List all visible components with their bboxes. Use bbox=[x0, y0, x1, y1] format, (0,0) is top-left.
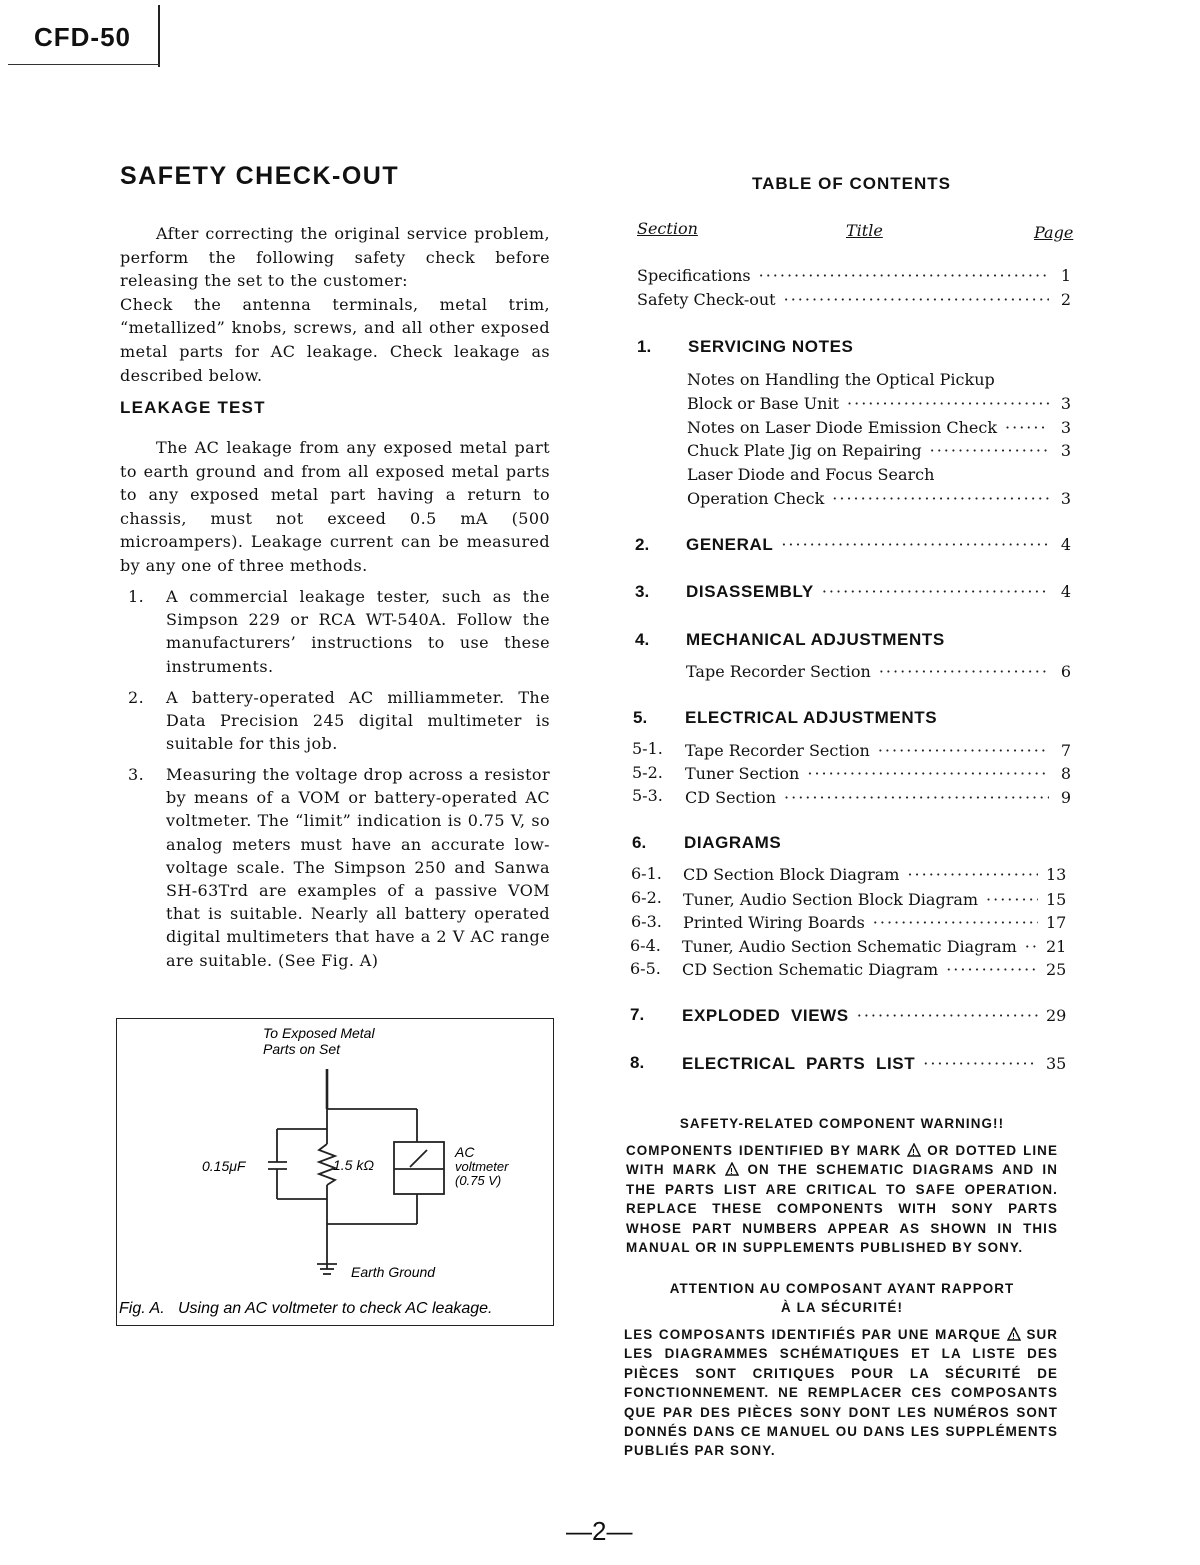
toc-entry bbox=[685, 764, 1071, 783]
toc-entry-label: Operation Check bbox=[687, 489, 825, 508]
toc-entry bbox=[682, 1054, 1066, 1074]
header-divider-horizontal bbox=[8, 64, 160, 65]
toc-entry-page: 6 bbox=[1060, 662, 1071, 681]
toc-section-title: MECHANICAL ADJUSTMENTS bbox=[686, 630, 945, 649]
toc-entry bbox=[687, 418, 1071, 437]
toc-section-title: GENERAL bbox=[686, 535, 774, 554]
method-number: 2. bbox=[128, 688, 145, 707]
svg-text:!: ! bbox=[912, 1148, 917, 1157]
toc-section-number: 3. bbox=[635, 582, 650, 601]
toc-entry-page: 9 bbox=[1060, 788, 1071, 807]
toc-entry bbox=[637, 266, 1071, 285]
warning-english bbox=[626, 1141, 1058, 1257]
method-number: 1. bbox=[128, 587, 145, 606]
leakage-test-body: The AC leakage from any exposed metal part to earth ground and from all exposed metal parts to any exposed metal part having a return to chassis, must not exceed 0.5 mA (500 microampers). Leakage current can be measured by any one of three methods. bbox=[120, 438, 550, 575]
toc-entry-page: 4 bbox=[1060, 535, 1071, 554]
figure-caption: Fig. A. Using an AC voltmeter to check AC leakage. bbox=[119, 1300, 493, 1317]
toc-subsection-number: 5-2. bbox=[632, 763, 663, 782]
toc-entry-page: 3 bbox=[1060, 394, 1071, 413]
toc-entry-page: 3 bbox=[1060, 489, 1071, 508]
toc-entry-label: Specifications bbox=[637, 266, 751, 285]
method-text: Measuring the voltage drop across a resistor by means of a VOM or battery-operated AC voltmeter. The “limit” indication is 0.75 V, so analog meters must have an accurate low-voltage scale. The Simpson 250 and Sanwa SH-63Trd are examples of a passive VOM that is suitable. Nearly all battery operated digital multimeters that have a 2 V AC range are suitable. (See Fig. A) bbox=[166, 765, 550, 970]
toc-entry-page: 7 bbox=[1060, 741, 1071, 760]
warning-english-text: ON THE SCHEMATIC DIAGRAMS AND IN THE PARTS LIST ARE CRITICAL TO SAFE OPERATION. REPLACE THESE COMPONENTS WITH SONY PARTS WHOSE PART NUMBERS APPEAR AS SHOWN IN THIS MANUAL OR IN SUPPLEMENTS PUBLISHED BY SONY. bbox=[626, 1162, 1058, 1256]
ground-label: Earth Ground bbox=[351, 1264, 436, 1280]
capacitor-label: 0.15μF bbox=[202, 1158, 246, 1174]
toc-entry-page: 3 bbox=[1060, 441, 1071, 460]
toc-section-number: 4. bbox=[635, 630, 650, 649]
toc-entry bbox=[687, 394, 1071, 413]
toc-section-title: EXPLODED VIEWS bbox=[682, 1006, 849, 1025]
toc-entry-page: 35 bbox=[1046, 1054, 1067, 1073]
toc-entry-label: Block or Base Unit bbox=[687, 394, 840, 413]
toc-section-number: 7. bbox=[630, 1005, 645, 1024]
warning-french-title bbox=[626, 1279, 1058, 1318]
figure-a bbox=[116, 1018, 554, 1326]
toc-entry-page: 1 bbox=[1060, 266, 1071, 285]
page-number: —2— bbox=[566, 1516, 633, 1546]
toc-subsection-number: 5-3. bbox=[632, 786, 663, 805]
toc-section-number: 6. bbox=[632, 833, 647, 852]
toc-entry bbox=[637, 290, 1071, 309]
toc-entry-label: Tuner, Audio Section Block Diagram bbox=[683, 890, 979, 909]
meter-label: AC bbox=[455, 1144, 475, 1160]
toc-subsection-number: 5-1. bbox=[632, 739, 663, 758]
toc-header-title: Title bbox=[846, 221, 883, 240]
warning-french-text: LES COMPOSANTS IDENTIFIÉS PAR UNE MARQUE bbox=[624, 1327, 1002, 1342]
leakage-test-title: LEAKAGE TEST bbox=[120, 398, 266, 417]
safety-checkout-title: SAFETY CHECK-OUT bbox=[120, 162, 400, 190]
toc-entry-page: 25 bbox=[1046, 960, 1067, 979]
toc-section-number: 2. bbox=[635, 535, 650, 554]
method-item bbox=[128, 763, 550, 972]
svg-text:!: ! bbox=[1011, 1332, 1016, 1341]
warning-english-text: COMPONENTS IDENTIFIED BY MARK bbox=[626, 1143, 902, 1158]
toc-entry bbox=[686, 535, 1071, 555]
toc-entry bbox=[682, 937, 1066, 956]
toc-entry-label: Notes on Laser Diode Emission Check bbox=[687, 418, 998, 437]
toc-subsection-number: 6-2. bbox=[631, 888, 662, 907]
toc-entry bbox=[683, 865, 1066, 884]
method-number: 3. bbox=[128, 765, 145, 784]
toc-entry-label: Tape Recorder Section bbox=[685, 741, 870, 760]
warning-french-title-line: ATTENTION AU COMPOSANT AYANT RAPPORT bbox=[669, 1281, 1015, 1296]
safety-intro-paragraph-1: After correcting the original service problem, perform the following safety check before releasing the set to the customer: bbox=[120, 224, 550, 291]
toc-entry bbox=[682, 960, 1066, 979]
figure-top-label: Parts on Set bbox=[263, 1041, 341, 1057]
warning-french-title-line: À LA SÉCURITÉ! bbox=[780, 1300, 904, 1316]
toc-section-title: ELECTRICAL PARTS LIST bbox=[682, 1054, 916, 1073]
toc-entry bbox=[683, 890, 1066, 909]
safety-warning-icon bbox=[725, 1162, 739, 1176]
toc-entry bbox=[682, 1006, 1066, 1026]
toc-entry-page: 4 bbox=[1060, 582, 1071, 601]
toc-entry bbox=[685, 741, 1071, 760]
toc-entry-label: Chuck Plate Jig on Repairing bbox=[687, 441, 922, 460]
toc-entry-label: Laser Diode and Focus Search bbox=[687, 465, 935, 484]
toc-entry-label: CD Section Block Diagram bbox=[683, 865, 900, 884]
toc-section-number: 5. bbox=[633, 708, 648, 727]
meter-label: (0.75 V) bbox=[455, 1173, 502, 1188]
warning-english-text: OR DOTTED LINE WITH MARK bbox=[626, 1143, 1058, 1178]
meter-label: voltmeter bbox=[455, 1159, 509, 1174]
toc-title: TABLE OF CONTENTS bbox=[752, 174, 951, 193]
toc-entry-label: Tuner Section bbox=[685, 764, 800, 783]
toc-subsection-number: 6-1. bbox=[631, 864, 662, 883]
toc-entry bbox=[683, 913, 1066, 932]
safety-warning-icon bbox=[907, 1143, 921, 1157]
method-text: A commercial leakage tester, such as the Simpson 229 or RCA WT-540A. Follow the manufacturers’ instructions to use these instruments. bbox=[166, 587, 550, 676]
toc-section-number: 1. bbox=[637, 337, 652, 356]
method-item bbox=[128, 686, 550, 756]
toc-entry-label: Notes on Handling the Optical Pickup bbox=[687, 370, 995, 389]
toc-entry-page: 21 bbox=[1046, 937, 1067, 956]
method-item bbox=[128, 585, 550, 678]
model-number: CFD-50 bbox=[34, 22, 132, 52]
toc-entry bbox=[685, 788, 1071, 807]
toc-entry bbox=[687, 489, 1071, 508]
warning-title: SAFETY-RELATED COMPONENT WARNING!! bbox=[679, 1116, 1005, 1131]
toc-section-title: SERVICING NOTES bbox=[688, 337, 854, 356]
toc-entry-label: Safety Check-out bbox=[637, 290, 776, 309]
safety-warning-icon bbox=[1007, 1327, 1021, 1341]
toc-entry-page: 29 bbox=[1046, 1006, 1067, 1025]
toc-header-page: Page bbox=[1034, 223, 1074, 242]
toc-entry bbox=[687, 441, 1071, 460]
toc-entry-label: CD Section bbox=[685, 788, 777, 807]
toc-entry-page: 8 bbox=[1060, 764, 1071, 783]
leakage-circuit-diagram bbox=[117, 1019, 552, 1324]
warning-french-text: SUR LES DIAGRAMMES SCHÉMATIQUES ET LA LISTE DES PIÈCES SONT CRITIQUES POUR LA SÉCURITÉ DE FONCTIONNEMENT. NE REMPLACER CES COMPOSANTS QUE PAR DES PIÈCES SONY DONT LES NUMÉROS SONT DONNÉS DANS CE MANUEL OU DANS LES SUPPLÉMENTS PUBLIÉS PAR SONY. bbox=[624, 1327, 1059, 1459]
toc-entry-page: 17 bbox=[1046, 913, 1067, 932]
toc-section-title: ELECTRICAL ADJUSTMENTS bbox=[685, 708, 938, 727]
svg-text:!: ! bbox=[730, 1167, 735, 1177]
toc-entry bbox=[686, 582, 1071, 602]
figure-top-label: To Exposed Metal bbox=[263, 1025, 375, 1041]
toc-entry-page: 15 bbox=[1046, 890, 1067, 909]
toc-subsection-number: 6-4. bbox=[630, 936, 661, 955]
toc-header-section: Section bbox=[637, 219, 698, 238]
toc-entry-label: Printed Wiring Boards bbox=[683, 913, 865, 932]
toc-entry-page: 13 bbox=[1046, 865, 1067, 884]
safety-intro-paragraph-2: Check the antenna terminals, metal trim, “metallized” knobs, screws, and all other exposed metal parts for AC leakage. Check leakage as described below. bbox=[120, 294, 550, 385]
method-text: A battery-operated AC milliammeter. The Data Precision 245 digital multimeter is suitable for this job. bbox=[166, 688, 550, 754]
safety-intro bbox=[120, 222, 550, 387]
header-divider-vertical bbox=[158, 5, 160, 67]
toc-entry-label: CD Section Schematic Diagram bbox=[682, 960, 939, 979]
toc-entry-label: Tape Recorder Section bbox=[686, 662, 871, 681]
warning-french bbox=[624, 1325, 1058, 1461]
toc-section-title: DIAGRAMS bbox=[684, 833, 782, 852]
toc-section-number: 8. bbox=[630, 1053, 645, 1072]
toc-subsection-number: 6-3. bbox=[631, 912, 662, 931]
toc-entry-page: 2 bbox=[1060, 290, 1071, 309]
toc-section-title: DISASSEMBLY bbox=[686, 582, 814, 601]
toc-entry-page: 3 bbox=[1060, 418, 1071, 437]
resistor-label: 1.5 kΩ bbox=[333, 1157, 375, 1173]
toc-entry bbox=[686, 662, 1071, 681]
toc-subsection-number: 6-5. bbox=[630, 959, 661, 978]
toc-entry-label: Tuner, Audio Section Schematic Diagram bbox=[682, 937, 1017, 956]
